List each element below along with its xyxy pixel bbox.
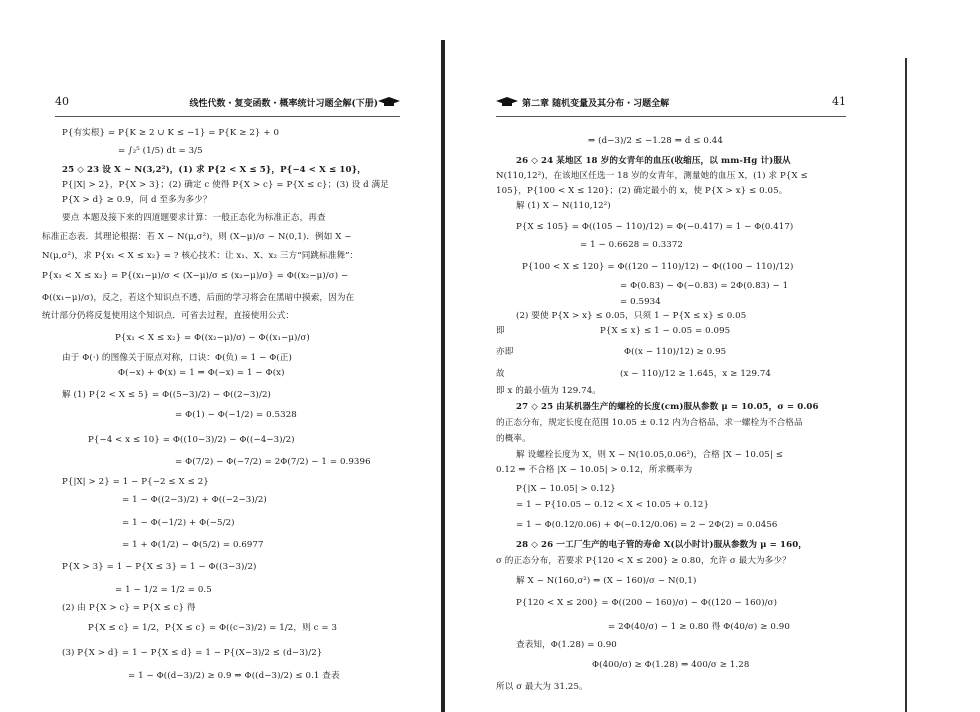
- left-line: = ∫₂⁵ (1/5) dt = 3/5: [118, 146, 203, 156]
- left-header-title: 线性代数・复变函数・概率统计习题全解(下册): [189, 99, 378, 109]
- right-line: (x − 110)/12 ≥ 1.645，x ≥ 129.74: [620, 369, 771, 379]
- right-line: Φ(400/σ) ≥ Φ(1.28) ⇒ 400/σ ≥ 1.28: [592, 660, 750, 670]
- right-line: 亦即: [496, 347, 514, 357]
- left-header-rule: [55, 116, 400, 117]
- right-header-rule: [496, 116, 846, 117]
- right-line: σ 的正态分布，若要求 P{120 < X ≤ 200} ≥ 0.80，允许 σ 最大为多少？: [496, 556, 791, 566]
- left-line: = 1 − Φ(−1/2) + Φ(−5/2): [122, 518, 235, 528]
- book-spine-gutter: [441, 40, 445, 712]
- left-line: = 1 + Φ(1/2) − Φ(5/2) = 0.6977: [122, 540, 264, 550]
- left-line: P{X > 3} = 1 − P{X ≤ 3} = 1 − Φ((3−3)/2): [62, 562, 257, 572]
- right-line: = 2Φ(40/σ) − 1 ≥ 0.80 得 Φ(40/σ) ≥ 0.90: [608, 622, 790, 632]
- left-line: 统计部分仍将反复使用这个知识点．可省去过程，直接使用公式：: [42, 311, 295, 321]
- left-line: = Φ(1) − Φ(−1/2) = 0.5328: [175, 410, 297, 420]
- right-page-number: 41: [832, 95, 846, 108]
- right-line: 查表知，Φ(1.28) = 0.90: [516, 640, 617, 650]
- right-line: ⇒ (d−3)/2 ≤ −1.28 ⇒ d ≤ 0.44: [588, 136, 723, 146]
- left-line: P{有实根} = P{K ≥ 2 ∪ K ≤ −1} = P{K ≥ 2} + 0: [62, 128, 280, 138]
- right-line: 即 x 的最小值为 129.74。: [496, 386, 601, 396]
- right-line: 解 设螺栓长度为 X，则 X ~ N(10.05,0.06²)，合格 |X − 10.05| ≤: [516, 450, 783, 460]
- right-line: = Φ(0.83) − Φ(−0.83) = 2Φ(0.83) − 1: [620, 281, 789, 291]
- right-line: P{100 < X ≤ 120} = Φ((120 − 110)/12) − Φ((100 − 110)/12): [522, 262, 794, 272]
- left-line: = 1 − Φ((d−3)/2) ≥ 0.9 ⇒ Φ((d−3)/2) ≤ 0.1 查表: [128, 671, 340, 681]
- left-line: 要点 本题及接下来的四道题要求计算：一般正态化为标准正态，再查: [62, 213, 326, 223]
- left-page-number: 40: [55, 95, 69, 108]
- right-line: P{X ≤ 105} = Φ((105 − 110)/12) = Φ(−0.417) = 1 − Φ(0.417): [516, 222, 794, 232]
- left-line: P{X > d} ≥ 0.9，问 d 至多为多少？: [62, 195, 212, 205]
- right-line: P{|X − 10.05| > 0.12}: [516, 484, 616, 494]
- right-line: 解 X ~ N(160,σ²) ⇒ (X − 160)/σ ~ N(0,1): [516, 576, 697, 586]
- problem-heading: 25 ◇ 23 设 X ~ N(3,2²)，(1) 求 P{2 < X ≤ 5}，P{−4 < X ≤ 10}，: [62, 165, 366, 175]
- right-line: = 0.5934: [620, 297, 661, 307]
- left-line: 解 (1) P{2 < X ≤ 5} = Φ((5−3)/2) − Φ((2−3)/2): [62, 390, 271, 400]
- right-line: Φ((x − 110)/12) ≥ 0.95: [624, 347, 727, 357]
- right-line: 0.12 ⇒ 不合格 |X − 10.05| > 0.12，所求概率为: [496, 465, 693, 475]
- right-line: = 1 − Φ(0.12/0.06) + Φ(−0.12/0.06) = 2 − 2Φ(2) = 0.0456: [516, 520, 778, 530]
- problem-heading: 27 ◇ 25 由某机器生产的螺栓的长度(cm)服从参数 μ = 10.05，σ = 0.06: [516, 402, 819, 412]
- right-line: P{X ≤ x} ≤ 1 − 0.05 = 0.095: [600, 326, 731, 336]
- right-line: 故: [496, 369, 505, 379]
- mortarboard-icon: [496, 97, 518, 107]
- left-page-header: [55, 95, 400, 117]
- right-line: 的正态分布，规定长度在范围 10.05 ± 0.12 内为合格品，求一螺栓为不合格品: [496, 418, 803, 428]
- right-line: P{120 < X ≤ 200} = Φ((200 − 160)/σ) − Φ((120 − 160)/σ): [516, 598, 778, 608]
- left-line: (3) P{X > d} = 1 − P{X ≤ d} = 1 − P{(X−3)/2 ≤ (d−3)/2}: [62, 648, 323, 658]
- left-line: = Φ(7/2) − Φ(−7/2) = 2Φ(7/2) − 1 = 0.9396: [175, 457, 371, 467]
- mortarboard-icon: [378, 97, 400, 107]
- left-line: N(μ,σ²)，求 P{x₁ < X ≤ x₂} = ? 核心技术：让 x₁、X、x₂ 三方“同跳标准舞”：: [42, 251, 359, 261]
- right-line: 105}，P{100 < X ≤ 120}；(2) 确定最小的 x，使 P{X > x} ≤ 0.05。: [496, 186, 788, 196]
- right-page: [452, 0, 980, 712]
- left-line: Φ(−x) + Φ(x) = 1 ⇒ Φ(−x) = 1 − Φ(x): [118, 368, 285, 378]
- right-line: = 1 − 0.6628 = 0.3372: [580, 240, 683, 250]
- right-edge-bar: [905, 58, 907, 712]
- left-line: 由于 Φ(·) 的图像关于原点对称，口诀：Φ(负) = 1 − Φ(正): [62, 353, 292, 363]
- left-line: P{−4 < x ≤ 10} = Φ((10−3)/2) − Φ((−4−3)/2): [88, 435, 295, 445]
- left-line: P{|X| > 2} = 1 − P{−2 ≤ X ≤ 2}: [62, 477, 209, 487]
- right-line: 所以 σ 最大为 31.25。: [496, 682, 588, 692]
- problem-heading: 28 ◇ 26 一工厂生产的电子管的寿命 X(以小时计)服从参数为 μ = 160，: [516, 540, 807, 550]
- right-page-header: [496, 95, 846, 117]
- problem-heading: 26 ◇ 24 某地区 18 岁的女青年的血压(收缩压，以 mm-Hg 计)服从: [516, 156, 791, 166]
- left-line: P{x₁ < X ≤ x₂} = Φ((x₂−μ)/σ) − Φ((x₁−μ)/σ): [115, 333, 310, 343]
- left-line: Φ((x₁−μ)/σ)，反之，若这个知识点不透，后面的学习将会在黑暗中摸索，因为在: [42, 293, 355, 303]
- left-line: P{X ≤ c} = 1/2，P{X ≤ c} = Φ((c−3)/2) = 1/2，则 c = 3: [88, 623, 338, 633]
- left-line: = 1 − 1/2 = 1/2 = 0.5: [115, 585, 212, 595]
- left-page: [0, 0, 440, 712]
- right-line: (2) 要使 P{X > x} ≤ 0.05，只须 1 − P{X ≤ x} ≤ 0.05: [516, 311, 747, 321]
- right-line: 即: [496, 326, 505, 336]
- left-line: P{|X| > 2}，P{X > 3}；(2) 确定 c 使得 P{X > c} = P{X ≤ c}；(3) 设 d 满足: [62, 180, 389, 190]
- left-line: (2) 由 P{X > c} = P{X ≤ c} 得: [62, 603, 196, 613]
- right-line: = 1 − P{10.05 − 0.12 < X < 10.05 + 0.12}: [516, 500, 710, 510]
- right-header-title: 第二章 随机变量及其分布・习题全解: [522, 99, 670, 109]
- right-line: 解 (1) X ~ N(110,12²): [516, 201, 611, 211]
- right-line: 的概率。: [496, 434, 531, 444]
- left-line: 标准正态表．其理论根据：若 X ~ N(μ,σ²)，则 (X−μ)/σ ~ N(0,1)．例如 X ~: [42, 232, 352, 242]
- left-line: P{x₁ < X ≤ x₂} = P{(x₁−μ)/σ < (X−μ)/σ ≤ (x₂−μ)/σ} = Φ((x₂−μ)/σ) −: [42, 271, 349, 281]
- left-line: = 1 − Φ((2−3)/2) + Φ((−2−3)/2): [122, 495, 267, 505]
- right-line: N(110,12²)，在该地区任选一 18 岁的女青年，测量她的血压 X，(1) 求 P{X ≤: [496, 171, 808, 181]
